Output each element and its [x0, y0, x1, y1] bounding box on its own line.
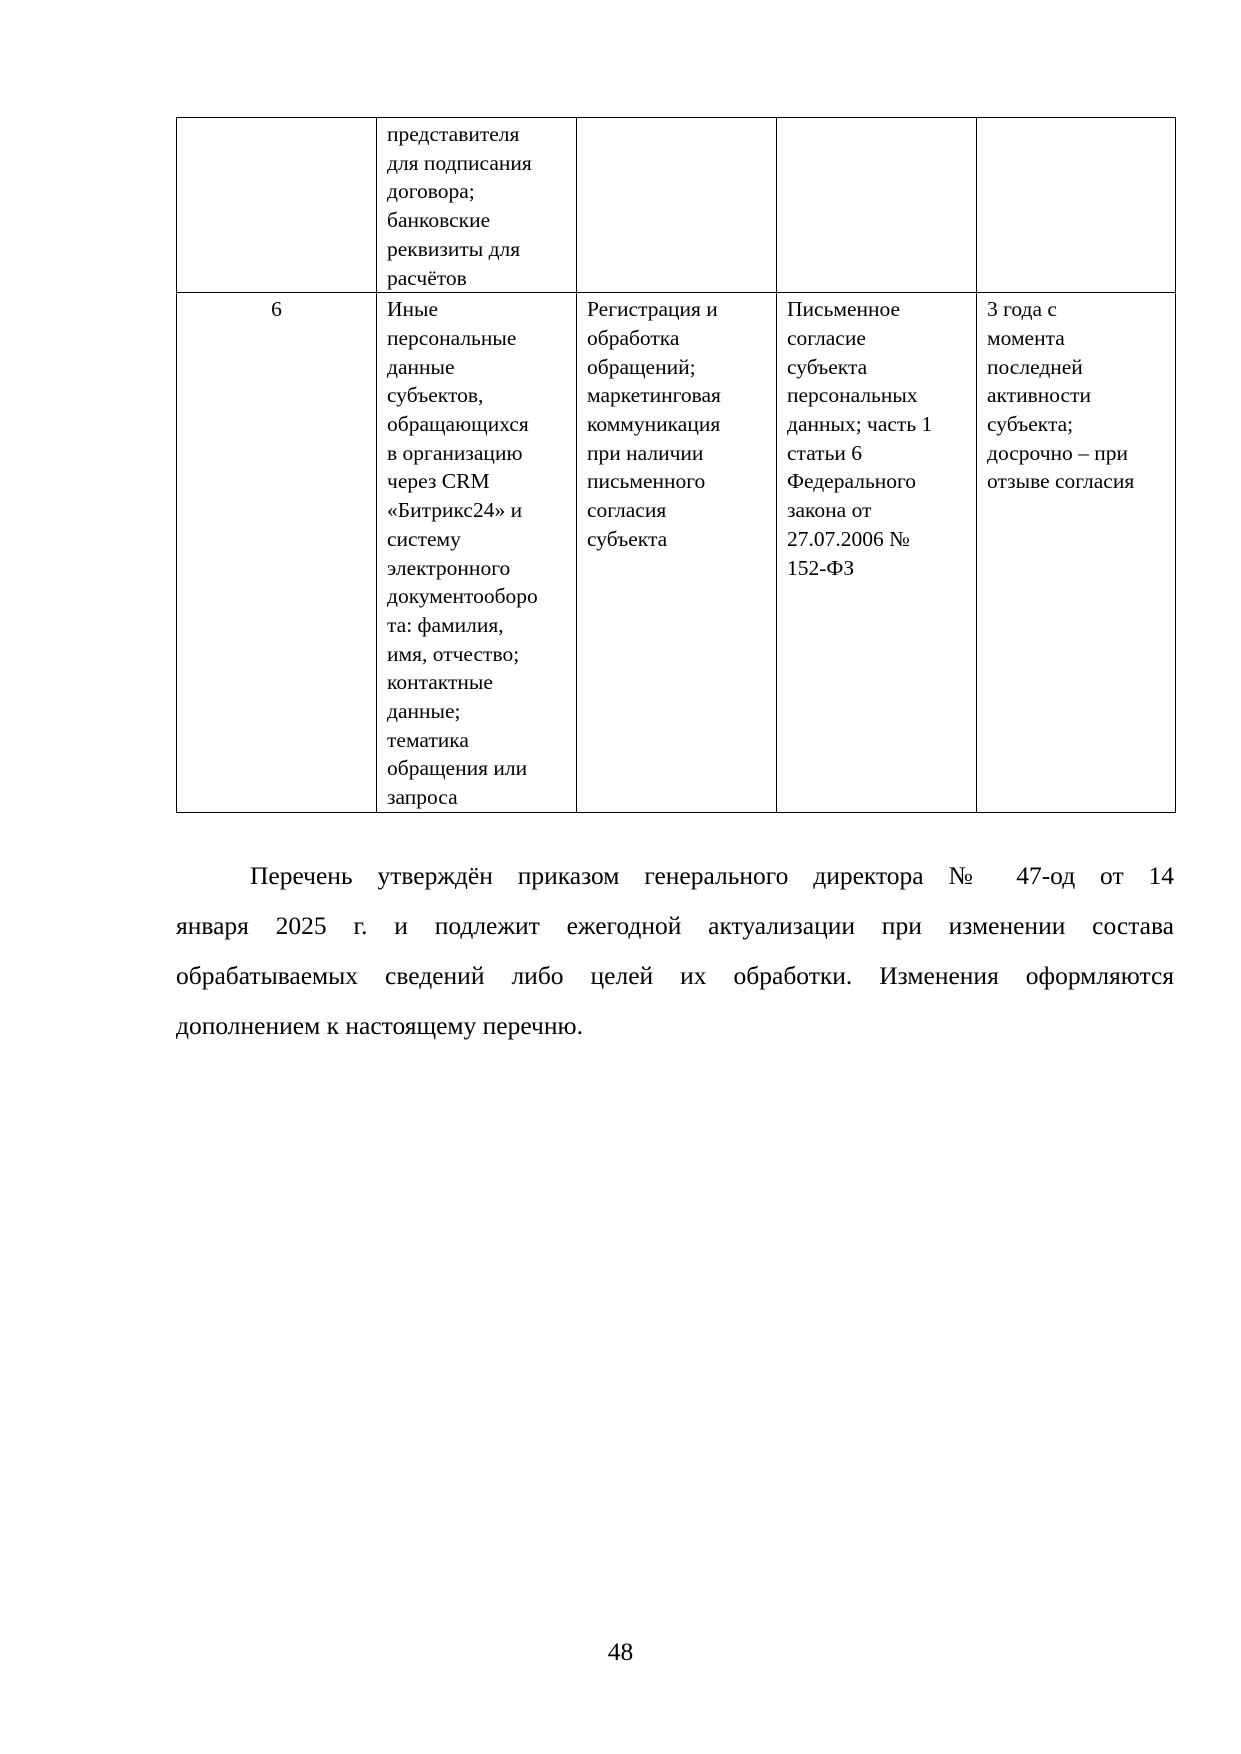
- cell-line: обращений;: [587, 354, 696, 379]
- paragraph-line: дополнением к настоящему перечню.: [176, 1011, 583, 1040]
- approval-paragraph: [176, 851, 1174, 1051]
- cell-line: Письменное: [787, 297, 901, 322]
- cell-line: 3 года с: [987, 297, 1057, 322]
- cell-line: субъекта;: [987, 412, 1074, 437]
- cell-line: имя, отчество;: [387, 641, 520, 666]
- purpose-cell: [577, 118, 777, 293]
- cell-line: при наличии: [587, 440, 704, 465]
- cell-line: обращения или: [387, 756, 528, 781]
- table-row: [177, 293, 1176, 813]
- cell-line: представителя: [387, 122, 520, 146]
- cell-line: данные;: [387, 699, 461, 724]
- cell-line: согласие: [787, 325, 866, 350]
- cell-line: запроса: [387, 785, 458, 810]
- retention-term-cell: [977, 118, 1176, 293]
- cell-line: 27.07.2006 №: [787, 526, 910, 551]
- row-number: 6: [271, 297, 282, 322]
- cell-line: банковские: [387, 208, 491, 233]
- cell-line: в организацию: [387, 440, 523, 465]
- paragraph-line: Перечень утверждён приказом генерального директора № 47-од от 14: [250, 861, 1174, 890]
- cell-line: обработка: [587, 325, 680, 350]
- cell-line: та: фамилия,: [387, 612, 504, 637]
- cell-line: 152-ФЗ: [787, 555, 855, 580]
- personal-data-table: [176, 117, 1176, 813]
- cell-line: документооборо: [387, 584, 538, 609]
- row-number-cell: [177, 293, 377, 813]
- cell-line: данные: [387, 354, 455, 379]
- cell-line: субъекта: [787, 354, 868, 379]
- cell-line: систему: [387, 526, 461, 551]
- cell-line: субъектов,: [387, 383, 484, 408]
- cell-line: статьи 6: [787, 440, 863, 465]
- cell-line: согласия: [587, 498, 667, 523]
- legal-basis-cell: [777, 118, 977, 293]
- cell-line: активности: [987, 383, 1091, 408]
- cell-line: Регистрация и: [587, 297, 718, 322]
- cell-line: через CRM: [387, 469, 490, 494]
- cell-line: Иные: [387, 297, 439, 322]
- cell-line: закона от: [787, 498, 872, 523]
- cell-line: реквизиты для: [387, 236, 521, 261]
- data-category-cell: [377, 118, 577, 293]
- cell-line: электронного: [387, 555, 511, 580]
- cell-line: тематика: [387, 727, 469, 752]
- cell-line: расчётов: [387, 265, 467, 290]
- cell-line: отзыве согласия: [987, 469, 1135, 494]
- cell-line: для подписания: [387, 150, 532, 175]
- cell-line: Федерального: [787, 469, 917, 494]
- retention-term-cell: [977, 293, 1176, 813]
- cell-line: субъекта: [587, 526, 668, 551]
- cell-line: персональных: [787, 383, 918, 408]
- cell-line: коммуникация: [587, 412, 721, 437]
- cell-line: «Битрикс24» и: [387, 498, 523, 523]
- cell-line: контактные: [387, 670, 493, 695]
- cell-line: момента: [987, 325, 1065, 350]
- data-category-cell: [377, 293, 577, 813]
- cell-line: письменного: [587, 469, 706, 494]
- cell-line: досрочно – при: [987, 440, 1129, 465]
- cell-line: договора;: [387, 179, 475, 204]
- paragraph-line: января 2025 г. и подлежит ежегодной актуализации при изменении состава: [176, 911, 1174, 940]
- cell-line: персональные: [387, 325, 517, 350]
- cell-line: маркетинговая: [587, 383, 721, 408]
- table-row-continuation: [177, 118, 1176, 293]
- row-number-cell: [177, 118, 377, 293]
- purpose-cell: [577, 293, 777, 813]
- page-number: 48: [607, 1637, 634, 1666]
- cell-line: обращающихся: [387, 412, 529, 437]
- cell-line: последней: [987, 354, 1083, 379]
- legal-basis-cell: [777, 293, 977, 813]
- cell-line: данных; часть 1: [787, 412, 933, 437]
- paragraph-line: обрабатываемых сведений либо целей их обработки. Изменения оформляются: [176, 961, 1174, 990]
